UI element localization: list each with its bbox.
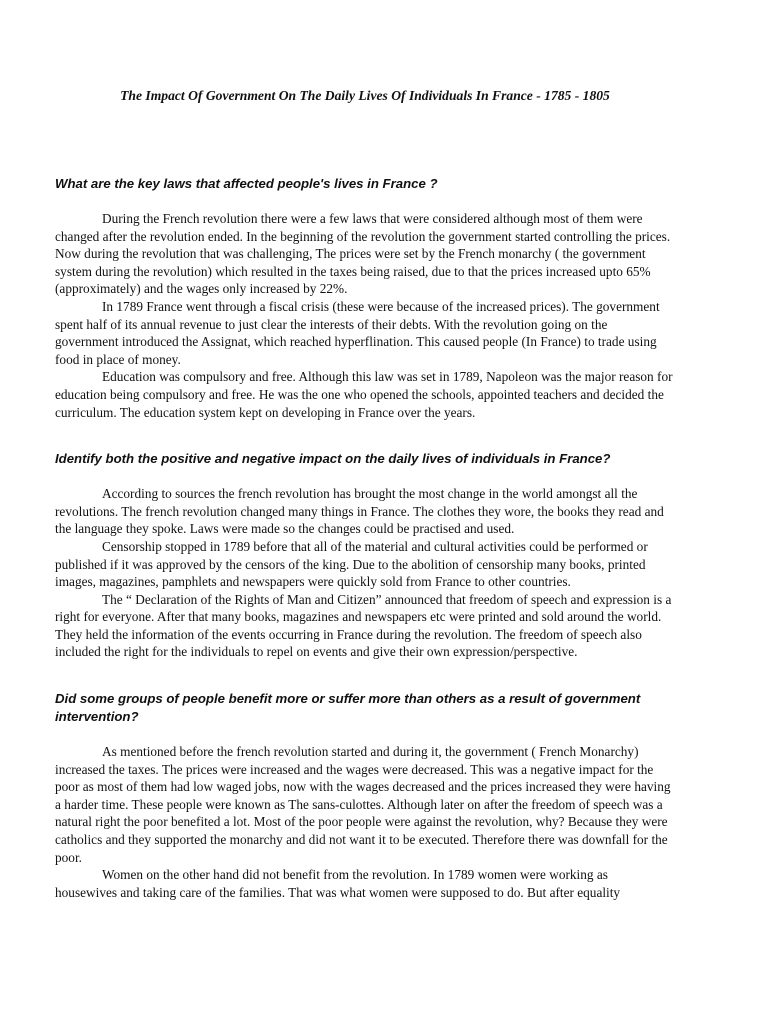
section-heading: Identify both the positive and negative impact on the daily lives of individuals in France? bbox=[55, 451, 611, 467]
paragraph: Education was compulsory and free. Although this law was set in 1789, Napoleon was the major reason for education being compulsory and free. He was the one who opened the schools, appointed teachers and decided the curriculum. The education system kept on developing in France over the years. bbox=[55, 369, 673, 420]
section-heading: What are the key laws that affected people's lives in France ? bbox=[55, 176, 438, 191]
section-paragraphs bbox=[55, 743, 673, 901]
section-groups-benefit-suffer bbox=[55, 690, 673, 901]
document-title: The Impact Of Government On The Daily Lives Of Individuals In France - 1785 - 1805 bbox=[120, 88, 610, 103]
paragraph: According to sources the french revolution has brought the most change in the world amongst all the revolutions. The french revolution changed many things in France. The clothes they wore, the books they read and the language they spoke. Laws were made so the changes could be practised and used. bbox=[55, 486, 664, 537]
document-body bbox=[55, 175, 673, 901]
paragraph: Censorship stopped in 1789 before that all of the material and cultural activities could be performed or published if it was approved by the censors of the king. Due to the abolition of censorship many books, printed images, magazines, pamphlets and newspapers were quickly sold from France to other countries. bbox=[55, 538, 648, 590]
paragraph: In 1789 France went through a fiscal crisis (these were because of the increased prices). The government spent half of its annual revenue to just clear the interests of their debts. With the revolution going on the government introduced the Assignat, which reached hyperflination. This caused people (In France) to trade using food in place of money. bbox=[55, 298, 660, 367]
section-heading: Did some groups of people benefit more or suffer more than others as a result of government intervention? bbox=[55, 691, 641, 725]
section-positive-negative-impact bbox=[55, 450, 673, 661]
paragraph: Women on the other hand did not benefit from the revolution. In 1789 women were working as housewives and taking care of the families. That was what women were supposed to do. But after equality bbox=[55, 867, 621, 900]
paragraph: As mentioned before the french revolution started and during it, the government ( French Monarchy) increased the taxes. The prices were increased and the wages were decreased. This was a negative impact for the poor as most of them had low waged jobs, now with the wages decreased and the prices increased they were having a harder time. These people were known as The sans-culottes. Although later on after the freedom of speech was a natural right the poor benefited a lot. Most of the poor people were against the revolution, why? Because they were catholics and they supported the monarchy and did not want it to be executed. Therefore there was downfall for the poor. bbox=[55, 744, 671, 865]
paragraph: During the French revolution there were a few laws that were considered although most of them were changed after the revolution ended. In the beginning of the revolution the government started controlling the prices. Now during the revolution that was challenging, The prices were set by the French monarchy ( the government system during the revolution) which resulted in the taxes being raised, due to that the prices increased upto 65% (approximately) and the wages only increased by 22%. bbox=[55, 211, 671, 297]
section-paragraphs bbox=[55, 485, 673, 661]
section-paragraphs bbox=[55, 210, 673, 421]
section-key-laws bbox=[55, 175, 673, 421]
paragraph: The “ Declaration of the Rights of Man and Citizen” announced that freedom of speech and expression is a right for everyone. After that many books, magazines and newspapers etc were printed and sold around the world. They held the information of the events occurring in France during the revolution. The freedom of speech also included the right for the individuals to repel on events and give their own expression/perspective. bbox=[55, 591, 672, 660]
